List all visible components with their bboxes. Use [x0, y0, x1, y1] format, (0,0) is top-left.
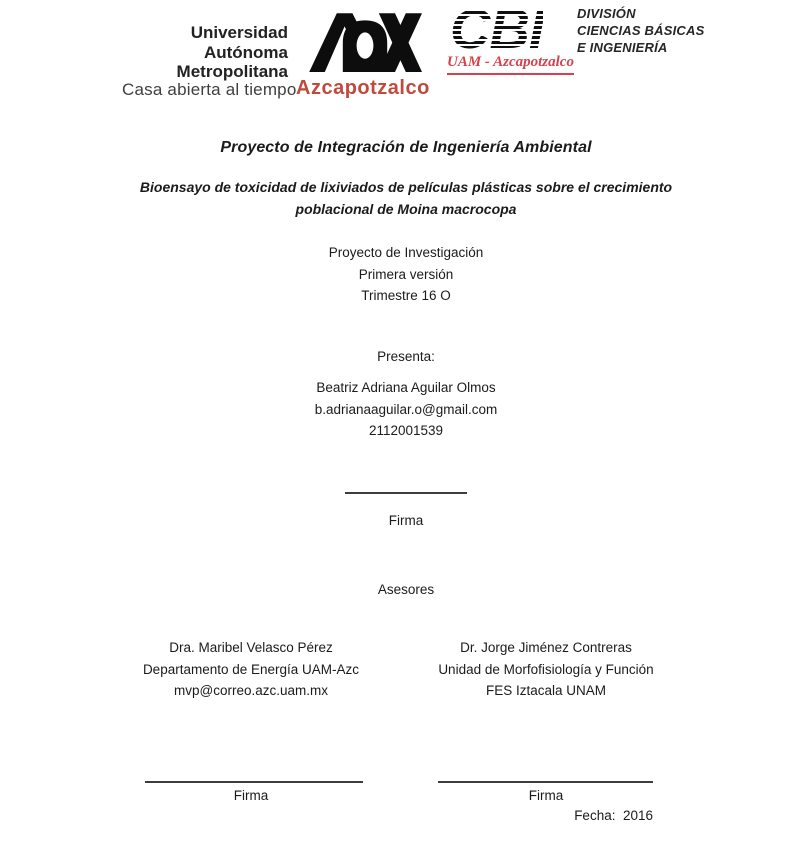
cbi-division-line: CIENCIAS BÁSICAS [577, 23, 705, 38]
cbi-division-line: E INGENIERÍA [577, 40, 668, 55]
advisor-left-department: Departamento de Energía UAM-Azc [142, 661, 360, 677]
student-signature-line [345, 492, 467, 494]
uam-campus-name: Azcapotzalco [296, 77, 430, 99]
project-term: Trimestre 16 O [361, 288, 451, 303]
project-info [0, 242, 812, 307]
project-version: Primera versión [358, 266, 454, 282]
subtitle-line: poblacional de Moina macrocopa [295, 200, 517, 217]
cbi-logo-icon: CBI [450, 0, 544, 60]
uam-university-name [118, 23, 288, 82]
advisor-left-info [101, 637, 401, 702]
advisor-left-signature-line [145, 781, 363, 783]
advisor-left-firma-label: Firma [233, 788, 269, 803]
student-firma-label: Firma [388, 513, 424, 528]
uam-logo-icon [308, 12, 422, 72]
advisor-left-email: mvp@correo.azc.uam.mx [174, 683, 328, 698]
cbi-division-line: DIVISIÓN [577, 6, 636, 21]
advisor-right-name: Dr. Jorge Jiménez Contreras [460, 640, 632, 655]
advisor-right-info [396, 637, 696, 702]
uam-name-line: Autónoma [203, 42, 288, 62]
uam-name-line: Metropolitana [176, 62, 288, 81]
advisor-right-department: Unidad de Morfofisiología y Función [438, 661, 654, 677]
advisor-right-signature-line [438, 781, 653, 783]
advisor-right-firma-label: Firma [528, 788, 564, 803]
advisor-left-name: Dra. Maribel Velasco Pérez [169, 640, 333, 655]
subtitle-line: Bioensayo de toxicidad de lixiviados de películas plásticas sobre el crecimiento [139, 179, 673, 195]
uam-tagline: Casa abierta al tiempo [122, 80, 297, 99]
uam-name-line: Universidad [190, 23, 288, 42]
date-label: Fecha: 2016 [574, 808, 653, 823]
student-info [0, 377, 812, 442]
document-title: Proyecto de Integración de Ingeniería Ambiental [220, 139, 592, 156]
project-type: Proyecto de Investigación [328, 245, 484, 260]
document-subtitle [0, 177, 812, 220]
cbi-division-name [577, 5, 704, 56]
presenta-label: Presenta: [377, 349, 435, 364]
student-email: b.adrianaaguilar.o@gmail.com [314, 401, 498, 417]
advisors-heading: Asesores [377, 582, 435, 597]
student-name: Beatriz Adriana Aguilar Olmos [316, 380, 496, 395]
advisor-right-institution: FES Iztacala UNAM [485, 683, 607, 698]
student-id: 2112001539 [368, 423, 444, 438]
cbi-campus-script: UAM - Azcapotzalco [447, 54, 574, 75]
